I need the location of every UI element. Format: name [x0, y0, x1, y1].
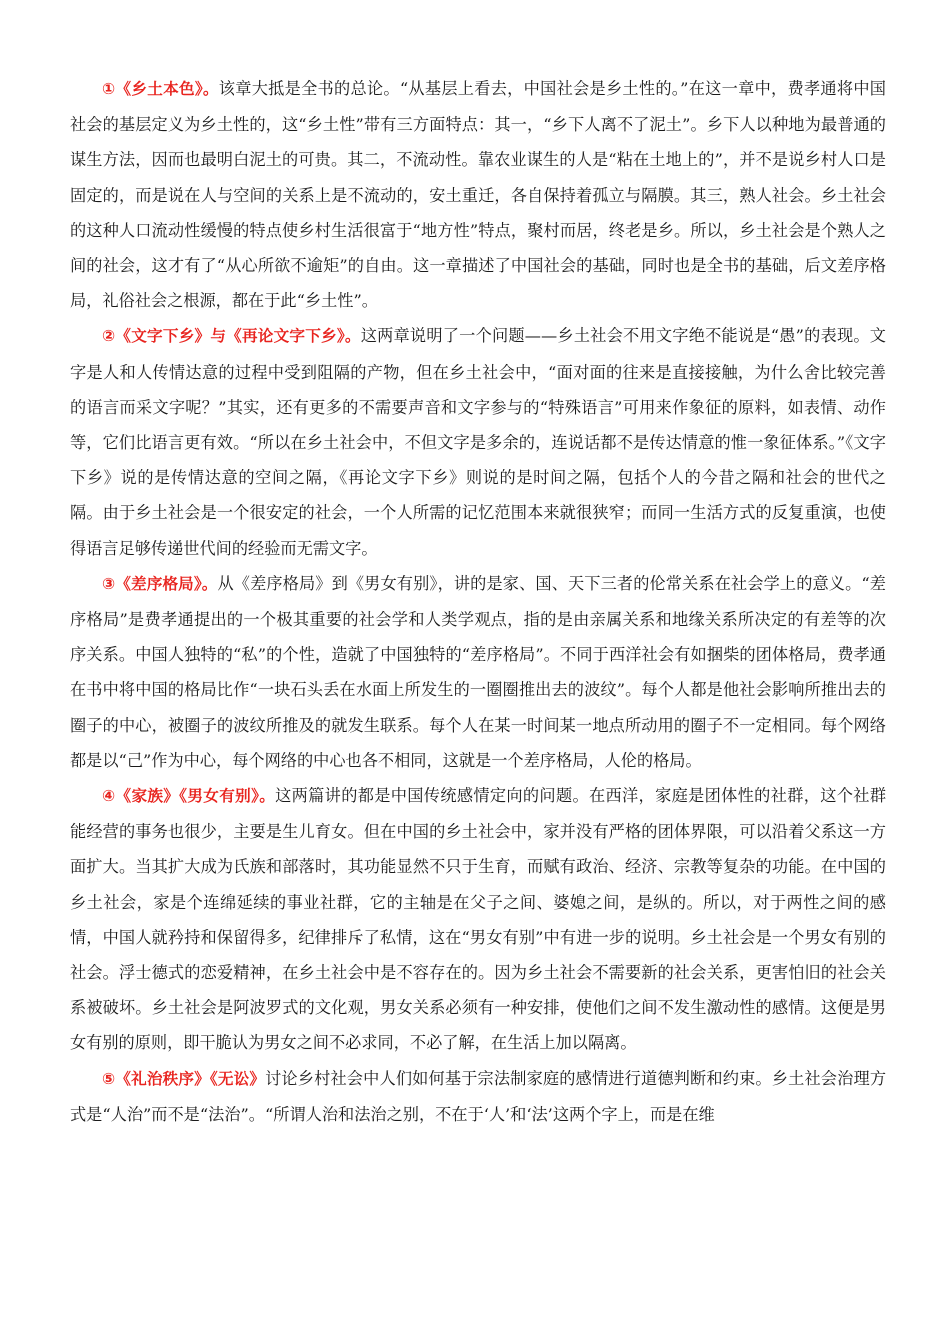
section-heading-2: ②《文字下乡》与《再论文字下乡》。 [102, 327, 361, 346]
section-body-5: 讨论乡村社会中人们如何基于宗法制家庭的感情进行道德判断和约束。乡土社会治理方式是“人治”而不是“法治”。“所谓人治和法治之别，不在于‘人’和‘法’这两个字上，而是在维 [70, 1068, 887, 1124]
section-paragraph-5 [70, 1061, 886, 1132]
section-paragraph-2 [70, 318, 886, 565]
section-heading-5: ⑤《礼治秩序》《无讼》 [102, 1069, 266, 1088]
section-body-3: 从《差序格局》到《男女有别》，讲的是家、国、天下三者的伦常关系在社会学上的意义。“差序格局”是费孝通提出的一个极其重要的社会学和人类学观点，指的是由亲属关系和地缘关系所决定的有差等的次序关系。中国人独特的“私”的个性，造就了中国独特的“差序格局”。不同于西洋社会有如捆柴的团体格局，费孝通在书中将中国的格局比作“一块石头丢在水面上所发生的一圈圈推出去的波纹”。每个人都是他社会影响所推出去的圈子的中心，被圈子的波纹所推及的就发生联系。每个人在某一时间某一地点所动用的圈子不一定相同。每个网络都是以“己”作为中心，每个网络的中心也各不相同，这就是一个差序格局，人伦的格局。 [70, 573, 886, 770]
section-heading-3: ③《差序格局》。 [102, 574, 218, 593]
section-paragraph-4 [70, 778, 886, 1061]
section-body-2: 这两章说明了一个问题——乡土社会不用文字绝不能说是“愚”的表现。文字是人和人传情达意的过程中受到阻隔的产物，但在乡土社会中，“面对面的往来是直接接触，为什么舍比较完善的语言而采文字呢？”其实，还有更多的不需要声音和文字参与的“特殊语言”可用来作象征的原料，如表情、动作等，它们比语言更有效。“所以在乡土社会中，不但文字是多余的，连说话都不是传达情意的惟一象征体系。”《文字下乡》说的是传情达意的空间之隔，《再论文字下乡》则说的是时间之隔，包括个人的今昔之隔和社会的世代之隔。由于乡土社会是一个很安定的社会，一个人所需的记忆范围本来就很狭窄；而同一生活方式的反复重演，也使得语言足够传递世代间的经验而无需文字。 [70, 326, 886, 558]
section-body-1: 该章大抵是全书的总论。“从基层上看去，中国社会是乡土性的。”在这一章中，费孝通将中国社会的基层定义为乡土性的，这“乡土性”带有三方面特点：其一，“乡下人离不了泥土”。乡下人以种地为最普通的谋生方法，因而也最明白泥土的可贵。其二，不流动性。靠农业谋生的人是“粘在土地上的”，并不是说乡村人口是固定的，而是说在人与空间的关系上是不流动的，安土重迁，各自保持着孤立与隔膜。其三，熟人社会。乡土社会的这种人口流动性缓慢的特点使乡村生活很富于“地方性”特点，聚村而居，终老是乡。所以，乡土社会是个熟人之间的社会，这才有了“从心所欲不逾矩”的自由。这一章描述了中国社会的基础，同时也是全书的基础，后文差序格局，礼俗社会之根源，都在于此“乡土性”。 [70, 79, 886, 311]
document-page [70, 71, 886, 1132]
section-body-4: 这两篇讲的都是中国传统感情定向的问题。在西洋，家庭是团体性的社群，这个社群能经营的事务也很少，主要是生儿育女。但在中国的乡土社会中，家并没有严格的团体界限，可以沿着父系这一方面扩大。当其扩大成为氏族和部落时，其功能显然不只于生育，而赋有政治、经济、宗教等复杂的功能。在中国的乡土社会，家是个连绵延续的事业社群，它的主轴是在父子之间、婆媳之间，是纵的。所以，对于两性之间的感情，中国人就矜持和保留得多，纪律排斥了私情，这在“男女有别”中有进一步的说明。乡土社会是一个男女有别的社会。浮士德式的恋爱精神，在乡土社会中是不容存在的。因为乡土社会不需要新的社会关系，更害怕旧的社会关系被破坏。乡土社会是阿波罗式的文化观，男女关系必须有一种安排，使他们之间不发生激动性的感情。这便是男女有别的原则，即干脆认为男女之间不必求同，不必了解，在生活上加以隔离。 [70, 786, 887, 1053]
section-heading-1: ①《乡土本色》。 [102, 80, 219, 98]
section-heading-4: ④《家族》《男女有别》。 [102, 787, 276, 806]
section-paragraph-1 [70, 71, 886, 318]
section-paragraph-3 [70, 566, 886, 778]
